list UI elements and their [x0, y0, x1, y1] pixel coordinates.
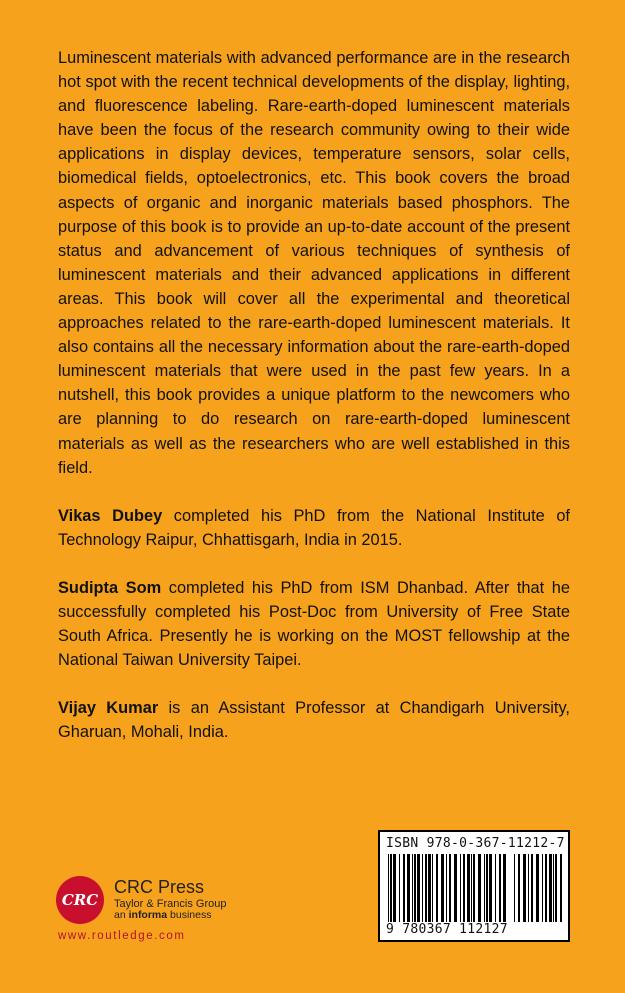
barcode-bar: [422, 854, 423, 922]
barcode-bar: [514, 854, 515, 922]
isbn-digits: 9 780367 112127: [386, 922, 508, 937]
barcode-bar: [399, 854, 400, 922]
publisher-name: CRC Press: [114, 877, 205, 897]
author-bio-text: completed his PhD from ISM Dhanbad. After that he successfully completed his Post-Doc from University of Free State South Africa. Presently he is working on the MOST fellowship at the National Taiwan University Taipei.: [58, 578, 571, 670]
publisher-logo: [56, 866, 276, 952]
barcode-bar: [428, 854, 431, 922]
barcode-bar: [486, 854, 488, 922]
barcode-bar: [417, 854, 420, 922]
barcode-bar: [441, 854, 444, 922]
barcode-bar: [436, 854, 438, 922]
barcode-bar: [412, 854, 413, 922]
book-description: Luminescent materials with advanced performance are in the research hot spot with the recent technical developments of the display, lighting, and fluorescence labeling. Rare-earth-doped luminescent materials have been the focus of the research community owing to their wide applications in display devices, temperature sensors, solar cells, biomedical fields, optoelectronics, etc. This book covers the broad aspects of organic and inorganic materials based phosphors. The purpose of this book is to provide an up-to-date account of the present status and advancement of various techniques of synthesis of luminescent materials and their advanced applications in different areas. This book will cover all the experimental and theoretical approaches related to the rare-earth-doped luminescent materials. It also contains all the necessary information about the rare-earth-doped luminescent materials that were used in the past few years. In a nutshell, this book provides a unique platform to the newcomers who are planning to do research on rare-earth-doped luminescent materials as well as the researchers who are well established in this field.: [58, 49, 570, 477]
tagline-suffix: business: [167, 908, 212, 921]
author-name: Sudipta Som: [58, 578, 162, 597]
barcode-bar: [518, 854, 520, 922]
barcode-bar: [390, 854, 392, 922]
barcode-bar: [528, 854, 529, 922]
barcode-bar: [407, 854, 410, 922]
author-bio-3: [58, 696, 570, 744]
publisher-tagline: [114, 910, 226, 922]
barcode-bar: [523, 854, 526, 922]
author-bio-text: completed his PhD from the National Institute of Technology Raipur, Chhattisgarh, India in 2015.: [58, 506, 570, 549]
barcode-bar: [388, 854, 389, 922]
barcode-bar: [449, 854, 451, 922]
barcode-bar: [553, 854, 554, 922]
barcode-bar: [545, 854, 547, 922]
back-cover-text: [58, 46, 570, 768]
tagline-prefix: an: [114, 908, 129, 921]
barcode-bar: [432, 854, 433, 922]
barcode-bar: [484, 854, 485, 922]
barcode-bar: [467, 854, 470, 922]
barcode-bar: [471, 854, 472, 922]
barcode-bar: [473, 854, 475, 922]
barcode-bars: [388, 854, 506, 922]
barcode-bar: [495, 854, 496, 922]
author-bio-text: is an Assistant Professor at Chandigarh University, Gharuan, Mohali, India.: [58, 699, 570, 742]
publisher-group: Taylor & Francis Group: [114, 897, 227, 910]
barcode-bar: [489, 854, 492, 922]
barcode-bar: [560, 854, 562, 922]
author-name: Vikas Dubey: [58, 506, 163, 525]
barcode-bar: [446, 854, 447, 922]
isbn-label: ISBN 978-0-367-11212-7: [386, 836, 565, 851]
tagline-brand: informa: [128, 908, 168, 921]
barcode-bar: [460, 854, 461, 922]
barcode-bar: [393, 854, 396, 922]
barcode-bar: [531, 854, 533, 922]
publisher-url: www.routledge.com: [58, 930, 186, 942]
author-name: Vijay Kumar: [58, 699, 159, 718]
barcode-addon-bars: [514, 854, 562, 922]
author-bio-1: [58, 504, 570, 552]
isbn-barcode: [378, 830, 570, 942]
publisher-text: [114, 878, 226, 921]
author-bio-2: [58, 576, 570, 672]
barcode-bar: [425, 854, 427, 922]
barcode-bar: [403, 854, 405, 922]
barcode-bar: [463, 854, 465, 922]
crc-logo-icon: CRC: [56, 876, 104, 924]
barcode-bar: [499, 854, 501, 922]
barcode-bar: [549, 854, 552, 922]
barcode-bar: [414, 854, 416, 922]
barcode-bar: [555, 854, 557, 922]
barcode-bar: [536, 854, 539, 922]
barcode-bar: [454, 854, 457, 922]
barcode-bar: [542, 854, 543, 922]
barcode-bar: [478, 854, 481, 922]
barcode-bar: [503, 854, 506, 922]
